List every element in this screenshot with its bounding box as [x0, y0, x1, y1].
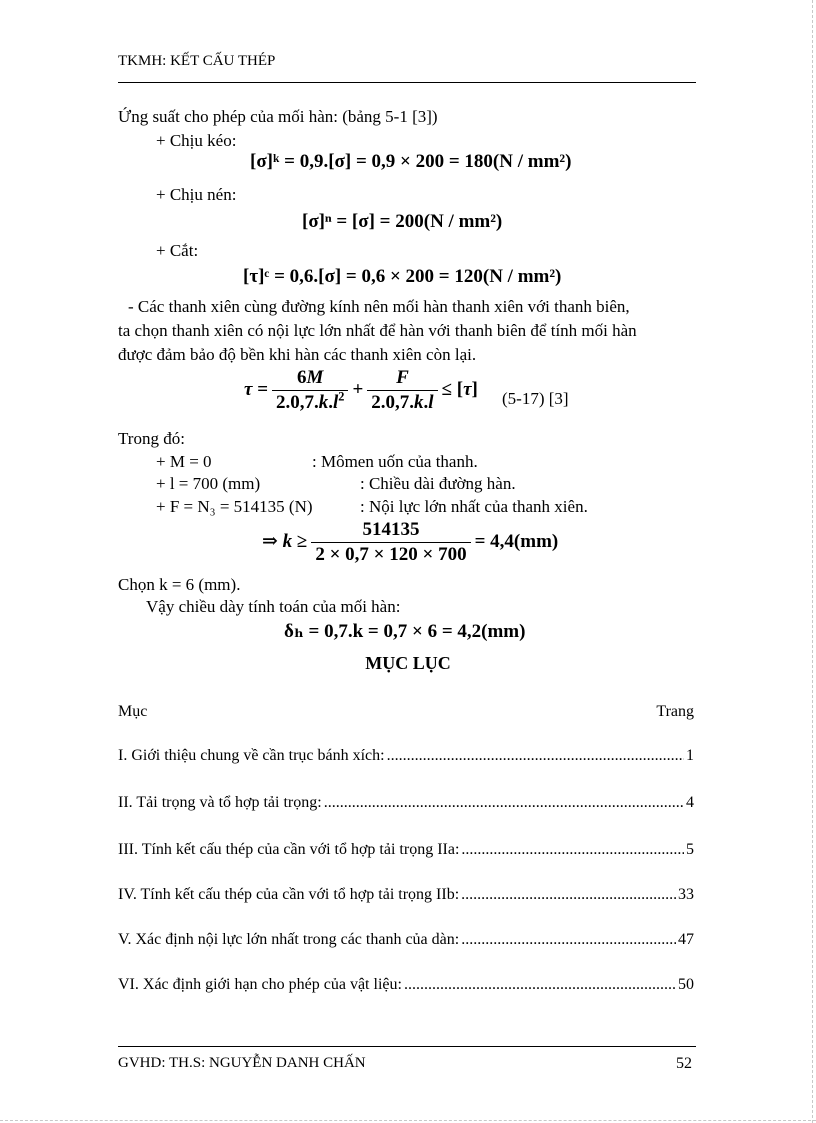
toc-dot-leader	[404, 975, 676, 995]
toc-dot-leader	[461, 930, 676, 950]
moment-fraction: $\frac{6M}{2.0,7.k.l^2}$	[272, 366, 348, 415]
tension-label: + Chịu kéo:	[156, 131, 237, 150]
toc-section-header: Mục	[118, 703, 148, 720]
toc-entry-page: 4	[686, 794, 694, 811]
tau-symbol: τ	[244, 379, 253, 401]
toc-dot-leader	[461, 885, 676, 905]
toc-page-header: Trang	[656, 703, 694, 720]
compression-label: + Chịu nén:	[156, 185, 237, 204]
m-description: : Mômen uốn của thanh.	[312, 452, 478, 471]
toc-entry-label: I. Giới thiệu chung về cần trục bánh xích:	[118, 747, 385, 764]
toc-entry-label: IV. Tính kết cấu thép của cần với tổ hợp tải trọng IIb:	[118, 886, 460, 903]
toc-dot-leader	[461, 840, 684, 860]
k-numerator: 514135	[362, 519, 420, 540]
toc-entry[interactable]	[118, 975, 694, 995]
paragraph-line-2: ta chọn thanh xiên có nội lực lớn nhất để hàn với thanh biên để tính mối hàn	[118, 321, 637, 340]
toc-entry-page: 5	[686, 841, 694, 858]
choose-k: Chọn k = 6 (mm).	[118, 575, 241, 594]
weld-stress-formula: τ = $\frac{6M}{2.0,7.k.l^2}$ + $\frac{F}{2.0,7.k.l}$ ≤ [ τ ]	[244, 367, 478, 413]
toc-entry-page: 1	[686, 747, 694, 764]
k-fraction	[311, 518, 470, 567]
page-edge-bottom	[0, 1120, 816, 1121]
equation-reference: (5-17) [3]	[502, 389, 569, 408]
toc-dot-leader	[324, 793, 684, 813]
page-edge-right	[812, 0, 813, 1123]
toc-entry[interactable]	[118, 930, 694, 950]
toc-entry[interactable]	[118, 840, 694, 860]
header-rule	[118, 82, 696, 83]
k-denominator: 2 × 0,7 × 120 × 700	[311, 542, 470, 567]
shear-equation: [τ]ᶜ = 0,6.[σ] = 0,6 × 200 = 120(N / mm²)	[243, 266, 562, 287]
paragraph-line-3: được đảm bảo độ bền khi hàn các thanh xiên còn lại.	[118, 345, 477, 364]
toc-title: MỤC LỤC	[365, 653, 451, 673]
f-definition: + F = N₃ = 514135 (N)	[156, 497, 313, 516]
l-definition: + l = 700 (mm)	[156, 474, 261, 493]
toc-column-headers	[118, 702, 694, 722]
footer-instructor: GVHD: TH.S: NGUYỄN DANH CHẤN	[118, 1055, 366, 1071]
toc-entry-label: III. Tính kết cấu thép của cần với tổ hợp tải trọng IIa:	[118, 841, 460, 858]
thickness-label: Vậy chiều dày tính toán của mối hàn:	[146, 597, 401, 616]
toc-entry[interactable]	[118, 885, 694, 905]
tension-equation: [σ]ᵏ = 0,9.[σ] = 0,9 × 200 = 180(N / mm²)	[250, 151, 572, 172]
where-label: Trong đó:	[118, 429, 185, 448]
toc-entry-label: II. Tải trọng và tổ hợp tải trọng:	[118, 794, 322, 811]
toc-entry-page: 33	[678, 886, 694, 903]
shear-label: + Cắt:	[156, 241, 199, 260]
f-description: : Nội lực lớn nhất của thanh xiên.	[360, 497, 588, 516]
intro-line: Ứng suất cho phép của mối hàn: (bảng 5-1 [3])	[118, 107, 438, 126]
toc-dot-leader	[387, 746, 684, 766]
l-description: : Chiều dài đường hàn.	[360, 474, 516, 493]
toc-entry-label: V. Xác định nội lực lớn nhất trong các thanh của dàn:	[118, 931, 460, 948]
toc-entry-page: 50	[678, 976, 694, 993]
delta-equation: δₕ = 0,7.k = 0,7 × 6 = 4,2(mm)	[284, 621, 526, 642]
toc-entry[interactable]	[118, 746, 694, 766]
k-formula: ⇒ k ≥ $\frac{514135}{2 \times 0,7 \times 120 \times 700}$ = 4,4(mm)	[262, 519, 559, 565]
k-result: = 4,4(mm)	[474, 531, 559, 553]
page-header: TKMH: KẾT CẤU THÉP	[118, 53, 276, 69]
footer-rule	[118, 1046, 696, 1047]
toc-entry[interactable]	[118, 793, 694, 813]
page-number: 52	[676, 1055, 692, 1072]
compression-equation: [σ]ⁿ = [σ] = 200(N / mm²)	[302, 211, 503, 232]
force-fraction: $\frac{F}{2.0,7.k.l}$	[367, 366, 437, 415]
toc-entry-label: VI. Xác định giới hạn cho phép của vật liệu:	[118, 976, 402, 993]
paragraph-line-1: - Các thanh xiên cùng đường kính nên mối hàn thanh xiên với thanh biên,	[128, 297, 630, 316]
m-definition: + M = 0	[156, 452, 212, 471]
toc-entry-page: 47	[678, 931, 694, 948]
